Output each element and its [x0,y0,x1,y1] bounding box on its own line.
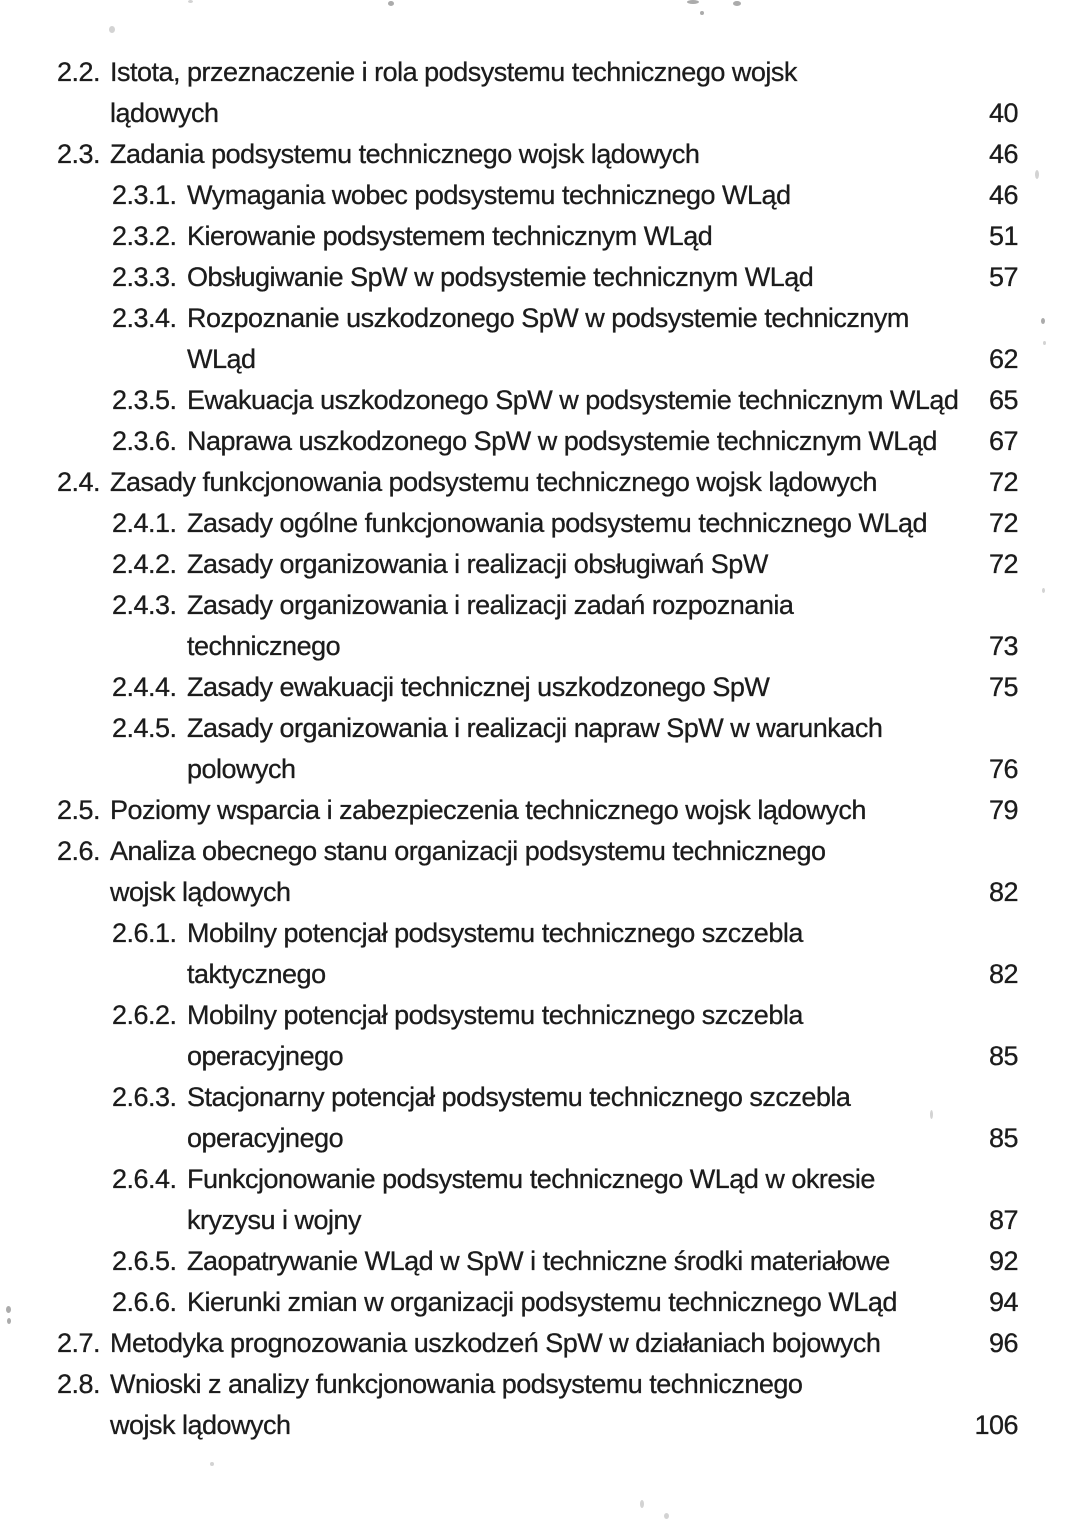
toc-entry-page-number: 92 [988,1246,1018,1276]
toc-entry-title-line: WLąd [187,344,256,374]
scan-artifact [687,0,699,4]
scan-artifact [1041,318,1045,324]
toc-entry-title-line: Kierowanie podsystemem technicznym WLąd [187,221,713,251]
toc-entry-number: 2.6.2. [112,1000,177,1030]
toc-entry-page-number: 67 [988,426,1018,456]
toc-entry [57,380,1018,421]
toc-entry-title [187,913,967,995]
toc-entry-title-line: polowych [187,754,296,784]
toc-entry-number: 2.6.6. [112,1287,177,1317]
toc-entry-title [110,462,967,503]
toc-entry [57,667,1018,708]
toc-entry-number: 2.3.1. [112,180,177,210]
toc-entry-number: 2.3.3. [112,262,177,292]
toc-entry-page-number: 75 [988,672,1018,702]
toc-entry-title-line: Rozpoznanie uszkodzonego SpW w podsystemie technicznym [187,303,909,333]
toc-entry-title-line: Istota, przeznaczenie i rola podsystemu technicznego wojsk [110,57,797,87]
toc-entry [57,544,1018,585]
toc-entry-number: 2.4. [57,467,101,497]
toc-entry-title [187,1282,967,1323]
toc-entry-number: 2.3.5. [112,385,177,415]
toc-entry-page-number: 76 [988,754,1018,784]
toc-entry-title [110,831,967,913]
toc-entry-title-line: lądowych [110,98,219,128]
toc-entry [57,1159,1018,1241]
toc-entry [57,298,1018,380]
toc-entry [57,1077,1018,1159]
scan-artifact [664,1513,669,1519]
toc-entry-page-number: 40 [988,98,1018,128]
toc-entry [57,995,1018,1077]
toc-entry-title-line: Zaopatrywanie WLąd w SpW i techniczne środki materiałowe [187,1246,890,1276]
scan-artifact [640,1500,644,1508]
toc-entry-title-line: Zasady ewakuacji technicznej uszkodzonego SpW [187,672,770,702]
toc-entry-page-number: 85 [988,1123,1018,1153]
scan-artifact [1035,170,1039,179]
toc-entry-number: 2.3. [57,139,101,169]
toc-entry-title-line: technicznego [187,631,341,661]
toc-entry-title [187,380,967,421]
toc-entry-title [187,585,967,667]
toc-entry-title-line: taktycznego [187,959,326,989]
toc-entry-title-line: Zadania podsystemu technicznego wojsk lądowych [110,139,700,169]
toc-entry-title [110,1323,967,1364]
toc-entry-title [187,544,967,585]
toc-entry-title [110,1364,967,1446]
toc-entry-page-number: 72 [988,467,1018,497]
toc-entry-number: 2.8. [57,1369,101,1399]
toc-entry-title-line: Funkcjonowanie podsystemu technicznego WLąd w okresie [187,1164,875,1194]
toc-entry [57,1282,1018,1323]
toc-entry-title-line: Kierunki zmian w organizacji podsystemu technicznego WLąd [187,1287,897,1317]
toc-entry-page-number: 57 [988,262,1018,292]
toc-entry-page-number: 79 [988,795,1018,825]
toc-entry-page-number: 73 [988,631,1018,661]
toc-entry [57,831,1018,913]
scan-artifact [1043,341,1046,345]
toc-entry-page-number: 96 [988,1328,1018,1358]
toc-entry-title-line: kryzysu i wojny [187,1205,362,1235]
toc-entry-title-line: Stacjonarny potencjał podsystemu technicznego szczebla [187,1082,851,1112]
toc-entry [57,134,1018,175]
toc-entry-title [187,175,967,216]
toc-entry [57,257,1018,298]
toc-entry [57,52,1018,134]
toc-entry-title-line: Obsługiwanie SpW w podsystemie technicznym WLąd [187,262,814,292]
toc-entry-number: 2.6.5. [112,1246,177,1276]
toc-entry-title-line: Zasady organizowania i realizacji zadań rozpoznania [187,590,794,620]
toc-entry-title-line: Metodyka prognozowania uszkodzeń SpW w działaniach bojowych [110,1328,881,1358]
toc-entry-number: 2.4.1. [112,508,177,538]
toc-entry-number: 2.6.1. [112,918,177,948]
toc-entry-title [187,298,967,380]
toc-entry-title [110,52,967,134]
toc-entry-title-line: Mobilny potencjał podsystemu technicznego szczebla [187,918,803,948]
toc-entry-title-line: Zasady organizowania i realizacji obsługiwań SpW [187,549,768,579]
toc-entry-title [187,257,967,298]
toc-entry-title-line: Zasady funkcjonowania podsystemu technicznego wojsk lądowych [110,467,877,497]
toc-entry-title [187,667,967,708]
toc-entry-page-number: 46 [988,139,1018,169]
toc-entry [57,790,1018,831]
toc-entry-title [187,995,967,1077]
toc-entry [57,421,1018,462]
scan-artifact [210,1462,214,1466]
toc-entry-number: 2.4.4. [112,672,177,702]
toc-entry-title [187,1159,967,1241]
scan-artifact [733,1,741,6]
toc-entry-page-number: 94 [988,1287,1018,1317]
scan-artifact [1042,588,1045,593]
toc-entry-title-line: Ewakuacja uszkodzonego SpW w podsystemie technicznym WLąd [187,385,959,415]
scan-artifact [388,1,394,6]
toc-entry-number: 2.6.3. [112,1082,177,1112]
toc-entry [57,1241,1018,1282]
toc-entry [57,503,1018,544]
toc-entry-page-number: 72 [988,549,1018,579]
toc-entry-title [187,1241,967,1282]
toc-entry-number: 2.2. [57,57,101,87]
scan-artifact [930,1110,933,1119]
scan-artifact [109,26,115,33]
toc-entry-number: 2.3.2. [112,221,177,251]
toc-entry-title [110,134,967,175]
toc-entry-page-number: 82 [988,877,1018,907]
toc-entry [57,913,1018,995]
toc-entry-page-number: 82 [988,959,1018,989]
toc-entry [57,175,1018,216]
toc-entry-title-line: wojsk lądowych [110,877,291,907]
toc-entry [57,585,1018,667]
toc-entry-number: 2.3.6. [112,426,177,456]
toc-entry [57,1364,1018,1446]
toc-entry-title-line: Naprawa uszkodzonego SpW w podsystemie technicznym WLąd [187,426,937,456]
toc-entry-number: 2.3.4. [112,303,177,333]
toc-entry-title-line: operacyjnego [187,1123,344,1153]
toc-entry-number: 2.4.5. [112,713,177,743]
toc-entry-page-number: 65 [988,385,1018,415]
toc-entry-page-number: 106 [974,1410,1018,1440]
toc-entry-title [187,708,967,790]
toc-entry-page-number: 51 [988,221,1018,251]
toc-entry-title-line: Poziomy wsparcia i zabezpieczenia technicznego wojsk lądowych [110,795,866,825]
toc-entry-number: 2.4.2. [112,549,177,579]
toc-entry-title [110,790,967,831]
table-of-contents [57,52,1018,1446]
toc-entry-page-number: 46 [988,180,1018,210]
toc-entry-number: 2.4.3. [112,590,177,620]
toc-entry-title-line: Zasady organizowania i realizacji napraw SpW w warunkach [187,713,883,743]
toc-entry-number: 2.7. [57,1328,101,1358]
toc-entry-page-number: 62 [988,344,1018,374]
scan-artifact [7,1318,11,1324]
toc-entry-title-line: Mobilny potencjał podsystemu technicznego szczebla [187,1000,803,1030]
toc-entry-page-number: 87 [988,1205,1018,1235]
toc-entry-title-line: Zasady ogólne funkcjonowania podsystemu technicznego WLąd [187,508,927,538]
toc-entry-title [187,421,967,462]
toc-entry [57,462,1018,503]
toc-entry-title [187,216,967,257]
toc-entry [57,1323,1018,1364]
toc-entry-number: 2.6. [57,836,101,866]
toc-entry-title-line: wojsk lądowych [110,1410,291,1440]
toc-entry-page-number: 85 [988,1041,1018,1071]
scan-artifact [700,11,704,15]
toc-entry-title-line: Analiza obecnego stanu organizacji podsystemu technicznego [110,836,826,866]
toc-entry-title-line: operacyjnego [187,1041,344,1071]
toc-entry-number: 2.6.4. [112,1164,177,1194]
toc-entry-number: 2.5. [57,795,101,825]
scan-artifact [188,0,193,3]
toc-entry [57,708,1018,790]
toc-entry-page-number: 72 [988,508,1018,538]
toc-entry-title-line: Wymagania wobec podsystemu technicznego WLąd [187,180,791,210]
toc-entry-title [187,1077,967,1159]
toc-entry-title-line: Wnioski z analizy funkcjonowania podsystemu technicznego [110,1369,803,1399]
scan-artifact [6,1306,11,1313]
toc-entry-title [187,503,967,544]
toc-entry [57,216,1018,257]
